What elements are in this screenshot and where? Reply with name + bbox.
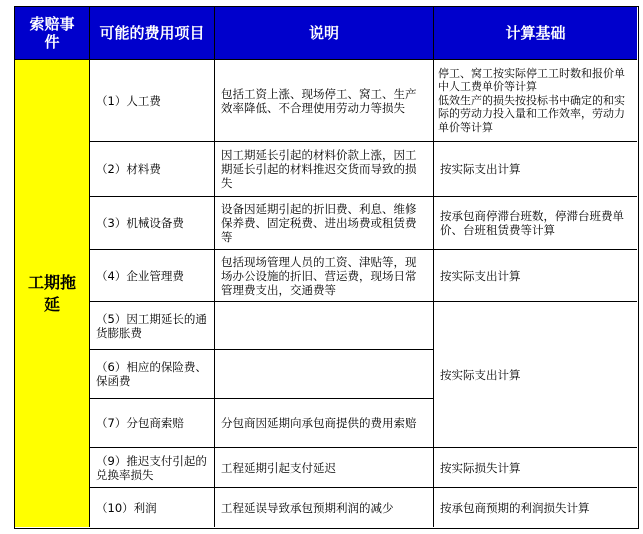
- row5-item: （5）因工期延长的通货膨胀费: [90, 302, 215, 350]
- row8-item: （9）推迟支付引起的兑换率损失: [90, 448, 215, 488]
- row8-basis: 按实际损失计算: [434, 448, 637, 488]
- header-basis: 计算基础: [434, 7, 637, 60]
- row5-desc: [215, 302, 434, 350]
- row9-basis: 按承包商预期的利润损失计算: [440, 500, 590, 515]
- row3-item: （3）机械设备费: [90, 197, 215, 250]
- header-event: 索赔事件: [15, 7, 90, 60]
- row2-basis: 按实际支出计算: [434, 142, 637, 197]
- rows5-7-basis: 按实际支出计算: [434, 302, 637, 448]
- header-description: 说明: [215, 7, 434, 60]
- row4-basis: 按实际支出计算: [434, 250, 637, 302]
- row6-desc: [215, 350, 434, 399]
- header-cost-item: 可能的费用项目: [90, 7, 215, 60]
- row1-item: （1）人工费: [90, 60, 215, 142]
- row6-item: （6）相应的保险费、保函费: [90, 350, 215, 399]
- row4-item: （4）企业管理费: [90, 250, 215, 302]
- row1-desc: 包括工资上涨、现场停工、窝工、生产效率降低、不合理使用劳动力等损失: [215, 60, 434, 142]
- row8-desc: 工程延期引起支付延迟: [215, 448, 434, 488]
- row7-item: （7）分包商索赔: [90, 399, 215, 448]
- event-cell: 工期拖延: [15, 60, 90, 527]
- row3-basis: 按承包商停滞台班数，停滞台班费单价、台班租赁费等计算: [434, 197, 637, 250]
- row4-desc: 包括现场管理人员的工资、津贴等，现场办公设施的折旧、营运费，现场日常管理费支出，交通费等: [215, 250, 434, 302]
- row9-desc: 工程延误导致承包预期利润的减少: [215, 488, 434, 527]
- row3-desc: 设备因延期引起的折旧费、利息、维修保养费、固定税费、进出场费或租赁费等: [215, 197, 434, 250]
- row1-basis: 停工、窝工按实际停工工时数和报价单中人工费单价等计算 低效生产的损失按投标书中确定的和实际的劳动力投入量和工作效率，劳动力单价等计算: [434, 60, 637, 142]
- claim-table: [14, 6, 639, 529]
- row7-desc: 分包商因延期向承包商提供的费用索赔: [215, 399, 434, 448]
- row9-item: （10）利润: [90, 488, 215, 527]
- row2-item: （2）材料费: [90, 142, 215, 197]
- row2-desc: 因工期延长引起的材料价款上涨，因工期延长引起的材料推迟交货而导致的损失: [215, 142, 434, 197]
